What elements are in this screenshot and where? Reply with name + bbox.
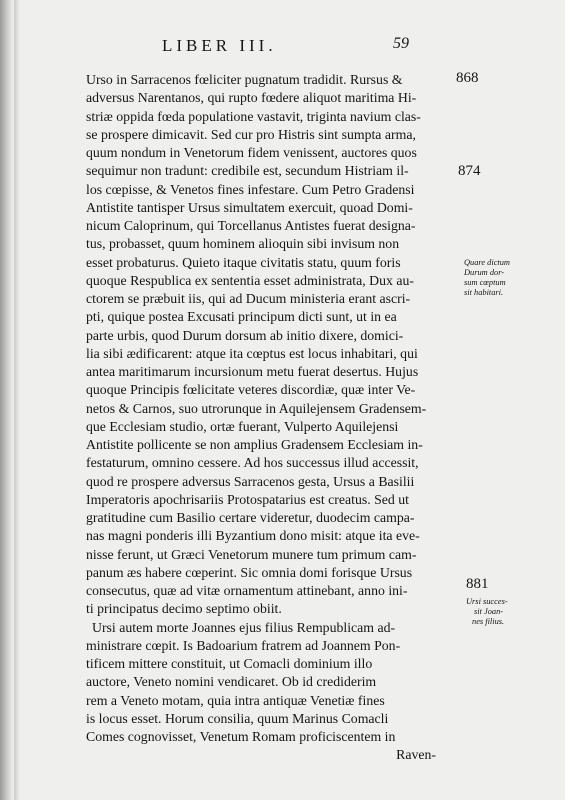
body-text (86, 71, 446, 765)
text-line: Antistite tantisper Ursus simultatem exercuit, quoad Domi- (86, 199, 413, 215)
text-line: auctore, Veneto nomini vendicaret. Ob id crediderim (86, 674, 377, 690)
text-line: sequimur non tradunt: credibile est, secundum Histriam il- (86, 163, 409, 179)
text-line: consecutus, quæ ad vitæ ornamentum attinebant, anno ini- (86, 583, 408, 598)
text-line: tificem mittere constituit, ut Comacli dominium illo (86, 656, 373, 671)
text-line: ctorem se præbuit iis, qui ad Ducum ministeria erant ascri- (86, 291, 411, 306)
margin-note-durum (464, 258, 510, 298)
running-title: LIBER III. (162, 36, 277, 55)
margin-note-line: Durum dor- (464, 268, 505, 277)
text-line: esset probaturus. Quieto itaque civitatis statu, quum foris (86, 254, 401, 270)
text-line: ti principatus decimo septimo obiit. (86, 601, 282, 617)
text-line: nicum Caloprinum, qui Torcellanus Antistes fuerat designa- (86, 218, 416, 233)
margin-year: 868 (456, 70, 479, 86)
text-line: panum æs habere cœperint. Sic omnia domi forisque Ursus (86, 564, 413, 580)
text-line: lia sibi ædificarent: atque ita cœptus est locus inhabitari, qui (86, 345, 418, 361)
text-line: Comes cognovisset, Venetum Romam proficiscentem in (86, 729, 396, 744)
catchword: Raven- (396, 747, 436, 763)
margin-note-line: Quare dictum (464, 258, 510, 267)
margin-note-line: sit habitari. (464, 288, 504, 297)
text-line: Antistite pollicente se non amplius Gradensem Ecclesiam in- (86, 437, 423, 452)
text-line: Ursi autem morte Joannes ejus filius Rempublicam ad- (92, 619, 396, 635)
text-line: Imperatoris apochrisariis Protospatarius est creatus. Sed ut (86, 491, 409, 507)
text-line: quoque Respublica ex sententia esset administrata, Dux au- (86, 272, 414, 288)
text-line: quoque Principis fœlicitate veteres discordiæ, quæ inter Ve- (86, 382, 416, 398)
text-line: Urso in Sarracenos fœliciter pugnatum tradidit. Rursus & (86, 72, 403, 87)
text-line: los cœpisse, & Venetos fines infestare. Cum Petro Gradensi (86, 181, 415, 197)
margin-year: 881 (466, 576, 489, 592)
text-line: antea maritimarum incursionum metu fuerat desertus. Hujus (86, 364, 419, 379)
text-line: pti, quique postea Excusati principum dicti sunt, ut in ea (86, 309, 397, 325)
margin-note-line: nes filius. (472, 617, 505, 626)
margin-note-line: Ursi succes- (466, 597, 508, 606)
page-gutter (0, 0, 14, 800)
page-number: 59 (393, 35, 409, 52)
text-line: festaturum, omnino cessere. Ad hos successus illud accessit, (86, 455, 419, 471)
page-fold-shadow (14, 0, 20, 800)
text-line: gratitudine cum Basilio certare videretur, duodecim campa- (86, 510, 415, 525)
text-line: adversus Narentanos, qui rupto fœdere aliquot maritima Hi- (86, 90, 417, 106)
text-line: se prospere dimicavit. Sed cur pro Histris sint sumpta arma, (86, 126, 416, 142)
text-line: parte urbis, quod Durum dorsum ab initio dixere, domici- (86, 327, 404, 343)
text-line: striæ oppida fœda populatione vastavit, triginta navium clas- (86, 108, 421, 124)
text-line: nisse ferunt, ut Græci Venetorum munere tum primum cam- (86, 546, 417, 562)
text-line: quod re prospere adversus Sarracenos gesta, Ursus a Basilii (86, 473, 415, 489)
text-line: nas magni ponderis illi Byzantium dono misit: atque ita eve- (86, 528, 420, 544)
margin-year: 874 (458, 163, 481, 179)
text-line: ministrare cœpit. Is Badoarium fratrem ad Joannem Pon- (86, 637, 401, 653)
margin-note-line: sum cœptum (464, 278, 506, 287)
margin-note-joannes (466, 597, 508, 627)
text-line: is locus esset. Horum consilia, quum Marinus Comacli (86, 710, 389, 726)
text-line: tus, probasset, quum hominem alioquin sibi invisum non (86, 236, 400, 252)
text-line: quum nondum in Venetorum fidem venissent, auctores quos (86, 145, 417, 160)
text-line: que Ecclesiam studio, ortæ fuerant, Vulperto Aquilejensi (86, 418, 399, 434)
text-line: netos & Carnos, suo utrorunque in Aquilejensem Gradensem- (86, 400, 427, 416)
text-line: rem a Veneto motam, quia intra antiquæ Venetiæ fines (86, 692, 385, 708)
margin-note-line: sit Joan- (474, 607, 504, 616)
